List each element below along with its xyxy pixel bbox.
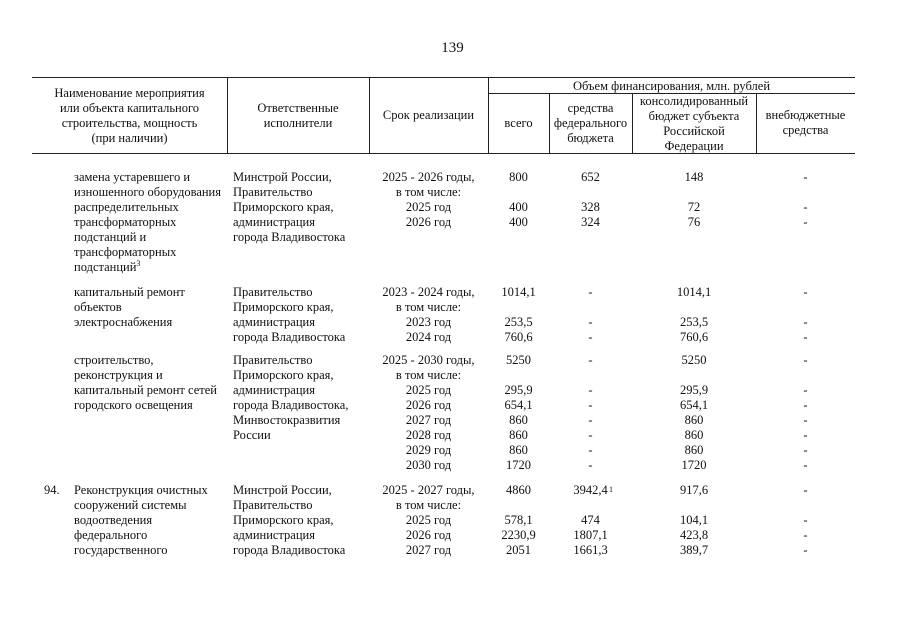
row-4-federal: 3942,4 474 1807,1 1661,3 — [573, 483, 608, 557]
row-2-regional: 1014,1 253,5 760,6 — [676, 285, 712, 344]
row-2-federal: - - - — [588, 285, 593, 344]
header-federal-column: средства федерального бюджета — [553, 101, 628, 145]
row-4-executors: Минстрой России, Правительство Приморского края, администрация города Владивостока — [233, 483, 346, 557]
header-total-column: всего — [504, 116, 533, 130]
row-1-period: 2025 - 2026 годы, в том числе: 2025 год 2026 год — [382, 170, 475, 229]
row-3-name: строительство, реконструкция и капитальный ремонт сетей городского освещения — [74, 353, 217, 412]
row-4-total: 4860 578,1 2230,9 2051 — [501, 483, 536, 557]
header-regional-column: консолидированный бюджет субъекта Российской Федерации — [639, 94, 749, 153]
row-2-period: 2023 - 2024 годы, в том числе: 2023 год 2024 год — [382, 285, 475, 344]
row-4-regional: 917,6 104,1 423,8 389,7 — [679, 483, 709, 557]
header-name-column: Наименование мероприятия или объекта капитального строительства, мощность (при наличии) — [54, 86, 205, 145]
row-1-extrabudget: - - - — [803, 170, 808, 229]
row-2-total: 1014,1 253,5 760,6 — [501, 285, 536, 344]
page-number: 139 — [441, 40, 464, 56]
row-3-period: 2025 - 2030 годы, в том числе: 2025 год 2026 год 2027 год 2028 год 2029 год 2030 год — [382, 353, 475, 472]
row-4-number: 94. — [44, 483, 60, 497]
row-2-name: капитальный ремонт объектов электроснабжения — [74, 285, 185, 329]
header-funding-group: Объем финансирования, млн. рублей — [572, 79, 771, 93]
row-1-regional: 148 72 76 — [684, 170, 704, 229]
row-1-footnote-mark: 3 — [136, 259, 141, 268]
row-1-total: 800 400 400 — [509, 170, 528, 229]
header-executors-column: Ответственные исполнители — [257, 101, 339, 130]
row-1-federal: 652 328 324 — [581, 170, 600, 229]
row-3-total: 5250 295,9 654,1 860 860 860 1720 — [504, 353, 533, 472]
header-top-rule — [32, 77, 855, 78]
header-extrabudget-column: внебюджетные средства — [765, 108, 846, 137]
header-period-column: Срок реализации — [382, 108, 475, 122]
row-1-executors: Минстрой России, Правительство Приморского края, администрация города Владивостока — [233, 170, 346, 244]
row-2-executors: Правительство Приморского края, администрация города Владивостока — [233, 285, 346, 344]
row-4-name: Реконструкция очистных сооружений системы водоотведения федерального государственного — [74, 483, 208, 557]
row-4-period: 2025 - 2027 годы, в том числе: 2025 год 2026 год 2027 год — [382, 483, 475, 557]
row-1-name: замена устаревшего и изношенного оборудования распределительных трансформаторных подстанций и трансформаторных подстанций$^3$ — [74, 170, 221, 274]
row-3-regional: 5250 295,9 654,1 860 860 860 1720 — [679, 353, 709, 472]
row-3-executors: Правительство Приморского края, администрация города Владивостока, Минвостокразвития России — [233, 353, 349, 442]
row-2-extrabudget: - - - — [803, 285, 808, 344]
row-3-extrabudget: - - - - - - - — [803, 353, 808, 472]
row-3-federal: - - - - - - - — [588, 353, 593, 472]
row-4-extrabudget: - - - - — [803, 483, 808, 557]
row-4-federal-footnote-mark: 1 — [609, 485, 613, 494]
